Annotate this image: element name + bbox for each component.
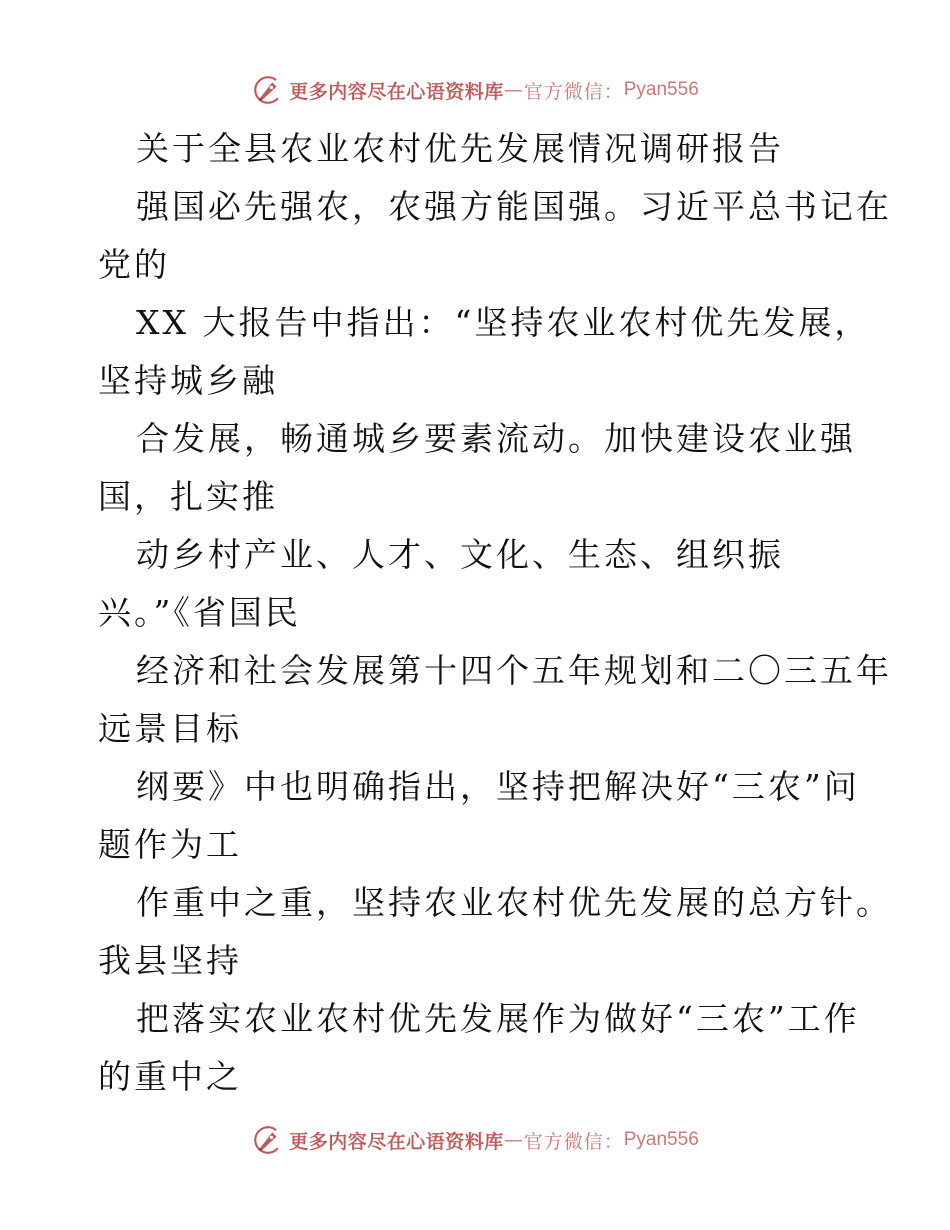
text-line: 强国必先强农，农强方能国强。习近平总书记在 — [136, 187, 892, 226]
text-line: 党的 — [98, 245, 170, 284]
watermark-brand: 更多内容尽在心语资料库 — [289, 80, 504, 103]
text-line: 远景目标 — [98, 709, 242, 748]
text-line: 把落实农业农村优先发展作为做好“三农”工作 — [136, 999, 860, 1038]
watermark-account: Pyan556 — [623, 79, 699, 100]
document-body — [98, 120, 892, 1106]
header-watermark — [0, 70, 950, 110]
text-line: 兴。”《省国民 — [98, 593, 301, 632]
text-line: 坚持城乡融 — [98, 361, 278, 400]
text-line: 纲要》中也明确指出，坚持把解决好“三农”问 — [136, 767, 860, 806]
watermark-dash: — — [503, 79, 524, 101]
watermark-brand: 更多内容尽在心语资料库 — [289, 1130, 504, 1153]
text-line: 的重中之 — [98, 1057, 242, 1096]
watermark-label: 官方微信： — [523, 80, 624, 103]
document-title: 关于全县农业农村优先发展情况调研报告 — [136, 129, 784, 168]
pen-nib-logo-icon — [251, 73, 285, 107]
text-line: 题作为工 — [98, 825, 242, 864]
watermark-label: 官方微信： — [523, 1130, 624, 1153]
text-line: XX 大报告中指出：“坚持农业农村优先发展， — [136, 303, 871, 342]
text-line: 国，扎实推 — [98, 477, 278, 516]
text-line: 我县坚持 — [98, 941, 242, 980]
footer-watermark — [0, 1120, 950, 1160]
pen-nib-logo-icon — [251, 1123, 285, 1157]
text-line: 动乡村产业、人才、文化、生态、组织振 — [136, 535, 784, 574]
text-line: 作重中之重，坚持农业农村优先发展的总方针。 — [136, 883, 892, 922]
text-line: 经济和社会发展第十四个五年规划和二〇三五年 — [136, 651, 892, 690]
watermark-account: Pyan556 — [623, 1129, 699, 1150]
text-line: 合发展，畅通城乡要素流动。加快建设农业强 — [136, 419, 856, 458]
watermark-dash: — — [503, 1129, 524, 1151]
